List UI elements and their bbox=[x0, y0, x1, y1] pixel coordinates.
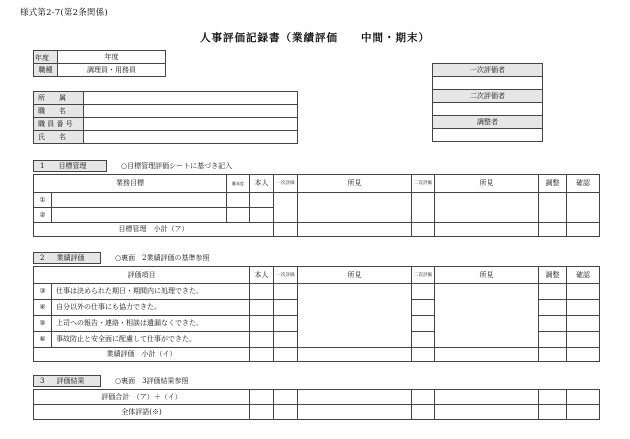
s3-cell bbox=[298, 390, 412, 405]
s3-cell[interactable] bbox=[274, 390, 298, 405]
s1-subtotal-cell[interactable] bbox=[274, 223, 298, 237]
s2-cell[interactable] bbox=[274, 284, 298, 300]
s2-cell[interactable] bbox=[539, 284, 567, 300]
s1-row-goal[interactable] bbox=[52, 193, 227, 208]
s1-subtotal-cell[interactable] bbox=[539, 223, 567, 237]
s2-cell[interactable] bbox=[250, 316, 274, 332]
second-evaluator-label: 二次評価者 bbox=[433, 90, 543, 103]
year-label: 年度 bbox=[35, 54, 49, 62]
s2-cell[interactable] bbox=[539, 300, 567, 316]
s1-cell[interactable] bbox=[250, 193, 274, 208]
section-3-header bbox=[33, 374, 189, 387]
s2-subtotal-label: 業績評価 小計（イ） bbox=[34, 348, 250, 362]
s2-cell[interactable] bbox=[250, 284, 274, 300]
affiliation-label: 所 属 bbox=[34, 92, 84, 105]
s1-header-confirm: 確認 bbox=[567, 175, 600, 193]
s3-cell bbox=[435, 390, 539, 405]
position-field[interactable] bbox=[84, 105, 298, 118]
s1-subtotal-cell[interactable] bbox=[412, 223, 435, 237]
s2-subtotal-cell bbox=[298, 348, 412, 362]
s2-cell[interactable] bbox=[274, 332, 298, 348]
s2-cell[interactable] bbox=[298, 284, 412, 348]
s1-header-difficulty: 難易度 bbox=[227, 175, 250, 193]
s3-cell bbox=[298, 405, 412, 420]
s2-cell[interactable] bbox=[539, 332, 567, 348]
second-evaluator-field[interactable] bbox=[433, 103, 543, 116]
s1-header-second-eval: 二次評価 bbox=[412, 175, 435, 193]
s1-row-goal[interactable] bbox=[52, 208, 227, 223]
s2-subtotal-cell[interactable] bbox=[274, 348, 298, 362]
personal-info-table bbox=[33, 91, 298, 144]
section-3-number: 3 bbox=[40, 376, 45, 385]
s2-cell[interactable] bbox=[567, 300, 600, 316]
section-3-label-box bbox=[33, 375, 101, 387]
s2-cell[interactable] bbox=[412, 332, 435, 348]
section-2-header bbox=[33, 251, 210, 264]
position-label: 職 名 bbox=[34, 105, 84, 118]
adjuster-field[interactable] bbox=[433, 129, 543, 142]
s3-cell[interactable] bbox=[539, 390, 567, 405]
s2-header-second-eval: 二次評価 bbox=[412, 267, 435, 284]
first-evaluator-label: 一次評価者 bbox=[433, 64, 543, 77]
s2-cell[interactable] bbox=[250, 332, 274, 348]
evaluators-table bbox=[432, 63, 543, 142]
s2-header-item: 評価項目 bbox=[34, 267, 250, 284]
section-1-note: ○目標管理評価シートに基づき記入 bbox=[121, 161, 233, 170]
s2-cell[interactable] bbox=[412, 284, 435, 300]
section-2-label-box bbox=[33, 252, 101, 264]
s2-cell[interactable] bbox=[250, 300, 274, 316]
adjuster-label: 調整者 bbox=[433, 116, 543, 129]
section-2-note: ○裏面 2業績評価の基準参照 bbox=[115, 253, 210, 262]
s2-cell[interactable] bbox=[567, 284, 600, 300]
section-2-table bbox=[33, 266, 600, 362]
section-2-number: 2 bbox=[40, 253, 45, 262]
s2-header-adjust: 調整 bbox=[539, 267, 567, 284]
s2-subtotal-cell[interactable] bbox=[567, 348, 600, 362]
s2-row-number: ⑤ bbox=[34, 316, 52, 332]
s2-cell[interactable] bbox=[567, 316, 600, 332]
s2-subtotal-cell[interactable] bbox=[250, 348, 274, 362]
s2-subtotal-cell bbox=[435, 348, 539, 362]
s2-row-item: 仕事は決められた期日・期間内に処理できた。 bbox=[52, 284, 250, 300]
section-2-name: 業績評価 bbox=[56, 253, 85, 262]
s2-subtotal-cell[interactable] bbox=[539, 348, 567, 362]
year-job-table bbox=[33, 50, 166, 77]
section-1-number: 1 bbox=[40, 161, 45, 170]
s1-cell[interactable] bbox=[250, 208, 274, 223]
s1-cell[interactable] bbox=[227, 193, 250, 208]
s2-cell[interactable] bbox=[412, 300, 435, 316]
s2-header-comment1: 所見 bbox=[298, 267, 412, 284]
s3-cell[interactable] bbox=[567, 405, 600, 420]
s1-row-number: ① bbox=[34, 193, 52, 208]
s1-cell[interactable] bbox=[539, 193, 567, 223]
s2-header-confirm: 確認 bbox=[567, 267, 600, 284]
s1-header-comment1: 所見 bbox=[298, 175, 412, 193]
s3-cell[interactable] bbox=[250, 390, 274, 405]
s2-row-item: 上司への報告・連絡・相談は遺漏なくできた。 bbox=[52, 316, 250, 332]
s2-cell[interactable] bbox=[435, 284, 539, 348]
s1-cell[interactable] bbox=[412, 193, 435, 223]
s1-subtotal-label: 目標管理 小計（ア） bbox=[34, 223, 274, 237]
section-3-table bbox=[33, 389, 600, 420]
s2-cell[interactable] bbox=[412, 316, 435, 332]
year-value: 年度 bbox=[58, 51, 166, 64]
s1-header-self: 本人 bbox=[250, 175, 274, 193]
s3-cell[interactable] bbox=[274, 405, 298, 420]
section-3-note: ○裏面 3評価結果参照 bbox=[115, 376, 189, 385]
section-1-table bbox=[33, 174, 600, 237]
job-type-value: 調理員・用務員 bbox=[58, 64, 166, 77]
s3-cell[interactable] bbox=[412, 390, 435, 405]
s2-row-item: 事故防止と安全面に配慮して仕事ができた。 bbox=[52, 332, 250, 348]
s2-row-number: ③ bbox=[34, 284, 52, 300]
first-evaluator-field[interactable] bbox=[433, 77, 543, 90]
s2-cell[interactable] bbox=[274, 316, 298, 332]
form-number: 様式第2-7(第2条関係) bbox=[20, 8, 108, 18]
s1-cell[interactable] bbox=[227, 208, 250, 223]
section-1-name: 目標管理 bbox=[58, 161, 87, 170]
name-label: 氏 名 bbox=[34, 131, 84, 144]
s1-row-number: ② bbox=[34, 208, 52, 223]
s2-header-first-eval: 一次評価 bbox=[274, 267, 298, 284]
s1-header-goal: 業務目標 bbox=[34, 175, 227, 193]
s1-cell[interactable] bbox=[298, 193, 412, 223]
employee-number-label: 職 員 番 号 bbox=[34, 118, 84, 131]
s2-subtotal-cell[interactable] bbox=[412, 348, 435, 362]
s3-cell[interactable] bbox=[567, 390, 600, 405]
s2-cell[interactable] bbox=[539, 316, 567, 332]
s3-cell[interactable] bbox=[412, 405, 435, 420]
s1-cell[interactable] bbox=[435, 193, 539, 223]
s3-cell[interactable] bbox=[250, 405, 274, 420]
name-field[interactable] bbox=[84, 131, 298, 144]
s2-cell[interactable] bbox=[274, 300, 298, 316]
s1-subtotal-cell bbox=[298, 223, 412, 237]
s1-header-adjust: 調整 bbox=[539, 175, 567, 193]
total-score-label: 評価合計 （ア）＋（イ） bbox=[34, 390, 250, 405]
s3-cell[interactable] bbox=[539, 405, 567, 420]
job-type-label: 職種 bbox=[34, 64, 58, 77]
s1-header-first-eval: 一次評価 bbox=[274, 175, 298, 193]
s2-header-comment2: 所見 bbox=[435, 267, 539, 284]
s1-cell[interactable] bbox=[274, 193, 298, 223]
section-1-label-box bbox=[33, 160, 107, 172]
s3-cell bbox=[435, 405, 539, 420]
s2-row-number: ⑥ bbox=[34, 332, 52, 348]
page-title: 人事評価記録書（業績評価 中間・期末） bbox=[200, 32, 430, 44]
s2-header-self: 本人 bbox=[250, 267, 274, 284]
affiliation-field[interactable] bbox=[84, 92, 298, 105]
employee-number-field[interactable] bbox=[84, 118, 298, 131]
s2-row-item: 自分以外の仕事にも協力できた。 bbox=[52, 300, 250, 316]
s1-header-comment2: 所見 bbox=[435, 175, 539, 193]
s1-cell[interactable] bbox=[567, 193, 600, 223]
section-1-header bbox=[33, 159, 232, 172]
section-3-name: 評価結果 bbox=[56, 376, 85, 385]
s2-row-number: ④ bbox=[34, 300, 52, 316]
overall-rating-label: 全体評語(※) bbox=[34, 405, 250, 420]
s1-subtotal-cell bbox=[435, 223, 539, 237]
s2-cell[interactable] bbox=[567, 332, 600, 348]
s1-subtotal-cell[interactable] bbox=[567, 223, 600, 237]
